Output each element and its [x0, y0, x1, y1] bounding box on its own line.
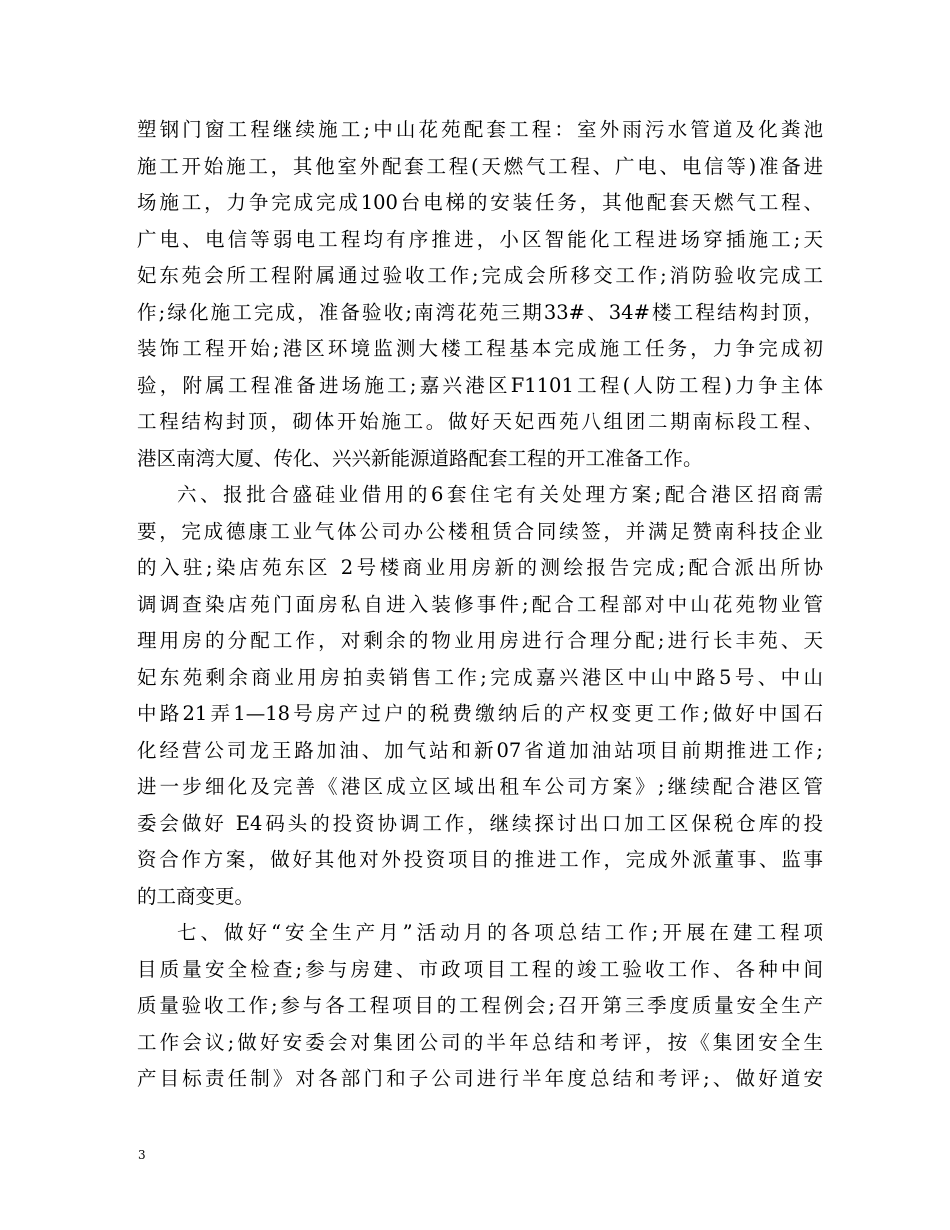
text-line-15: 理用房的分配工作，对剩余的物业用房进行合理分配;进行长丰苑、天: [137, 629, 823, 652]
text-line-1: 塑钢门窗工程继续施工;中山花苑配套工程：室外雨污水管道及化粪池: [137, 118, 823, 141]
text-line-2: 施工开始施工，其他室外配套工程(天燃气工程、广电、电信等)准备进: [137, 154, 823, 178]
text-line-20: 委会做好 E4码头的投资协调工作，继续探讨出口加工区保税仓库的投: [137, 811, 823, 835]
text-line-7: 装饰工程开始;港区环境监测大楼工程基本完成施工任务，力争完成初: [137, 337, 823, 360]
text-line-24: 目质量安全检查;参与房建、市政项目工程的竣工验收工作、各种中间: [137, 957, 823, 981]
text-line-8: 验，附属工程准备进场施工;嘉兴港区F1101工程(人防工程)力争主体: [137, 373, 823, 397]
page-number: 3: [138, 1148, 146, 1162]
text-line-17: 中路21弄1—18号房产过户的税费缴纳后的产权变更工作;做好中国石: [137, 702, 823, 725]
text-line-21: 资合作方案，做好其他对外投资项目的推进工作，完成外派董事、监事: [137, 848, 823, 871]
text-line-18: 化经营公司龙王路加油、加气站和新07省道加油站项目前期推进工作;: [137, 738, 823, 762]
text-line-25: 质量验收工作;参与各工程项目的工程例会;召开第三季度质量安全生产: [137, 994, 823, 1017]
text-line-26: 工作会议;做好安委会对集团公司的半年总结和考评，按《集团安全生: [137, 1030, 823, 1054]
paragraph-6-line-1: 六、报批合盛硅业借用的6套住宅有关处理方案;配合港区招商需: [177, 483, 823, 506]
text-line-9: 工程结构封顶，砌体开始施工。做好天妃西苑八组团二期南标段工程、: [137, 410, 823, 433]
text-line-19: 进一步细化及完善《港区成立区域出租车公司方案》;继续配合港区管: [137, 775, 823, 798]
document-body: [137, 112, 823, 1098]
text-line-13: 的入驻;染店苑东区 2号楼商业用房新的测绘报告完成;配合派出所协: [137, 556, 823, 579]
text-line-16: 妃东苑剩余商业用房拍卖销售工作;完成嘉兴港区中山中路5号、中山: [137, 665, 823, 689]
text-line-22: 的工商变更。: [137, 884, 255, 908]
text-line-4: 广电、电信等弱电工程均有序推进，小区智能化工程进场穿插施工;天: [137, 227, 823, 251]
paragraph-7-line-1: 七、做好“安全生产月”活动月的各项总结工作;开展在建工程项: [177, 921, 823, 944]
text-line-14: 调调查染店苑门面房私自进入装修事件;配合工程部对中山花苑物业管: [137, 592, 823, 616]
text-line-12: 要，完成德康工业气体公司办公楼租赁合同续签，并满足赞南科技企业: [137, 519, 823, 543]
text-line-6: 作;绿化施工完成，准备验收;南湾花苑三期33#、34#楼工程结构封顶，: [137, 300, 823, 324]
text-line-27: 产目标责任制》对各部门和子公司进行半年度总结和考评;、做好道安: [137, 1067, 823, 1090]
text-line-10: 港区南湾大厦、传化、兴兴新能源道路配套工程的开工准备工作。: [137, 446, 703, 470]
text-line-3: 场施工，力争完成完成100台电梯的安装任务，其他配套天燃气工程、: [137, 191, 823, 214]
text-line-5: 妃东苑会所工程附属通过验收工作;完成会所移交工作;消防验收完成工: [137, 264, 823, 287]
